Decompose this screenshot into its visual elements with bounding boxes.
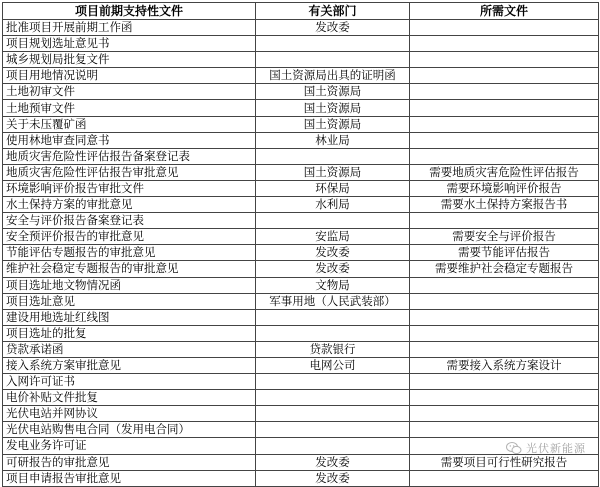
department-cell <box>256 438 410 454</box>
required-file-cell <box>410 68 599 84</box>
table-row <box>3 36 599 52</box>
department-cell: 国土资源局 <box>256 116 410 132</box>
required-file-cell <box>410 325 599 341</box>
header-support-documents: 项目前期支持性文件 <box>3 3 256 20</box>
document-name-cell: 项目选址意见 <box>3 293 256 309</box>
required-file-cell <box>410 374 599 390</box>
document-name-cell: 使用林地审查同意书 <box>3 132 256 148</box>
table-row <box>3 100 599 116</box>
table-row <box>3 374 599 390</box>
document-name-cell: 发电业务许可证 <box>3 438 256 454</box>
required-file-cell: 需要水土保持方案报告书 <box>410 197 599 213</box>
table-row <box>3 390 599 406</box>
table-row <box>3 132 599 148</box>
department-cell: 国土资源局 <box>256 84 410 100</box>
table-row <box>3 277 599 293</box>
document-name-cell: 项目申请报告审批意见 <box>3 470 256 486</box>
department-cell: 发改委 <box>256 20 410 36</box>
department-cell: 文物局 <box>256 277 410 293</box>
department-cell: 环保局 <box>256 180 410 196</box>
table-row <box>3 84 599 100</box>
document-name-cell: 节能评估专题报告的审批意见 <box>3 245 256 261</box>
department-cell <box>256 406 410 422</box>
table-row <box>3 261 599 277</box>
table-row <box>3 406 599 422</box>
table-row <box>3 20 599 36</box>
required-file-cell <box>410 84 599 100</box>
required-file-cell <box>410 116 599 132</box>
document-name-cell: 项目选址的批复 <box>3 325 256 341</box>
required-file-cell <box>410 132 599 148</box>
table-body <box>3 20 599 487</box>
required-file-cell <box>410 52 599 68</box>
table-row <box>3 422 599 438</box>
required-file-cell: 需要节能评估报告 <box>410 245 599 261</box>
required-file-cell <box>410 406 599 422</box>
document-name-cell: 建设用地选址红线图 <box>3 309 256 325</box>
document-name-cell: 项目用地情况说明 <box>3 68 256 84</box>
table-row <box>3 357 599 373</box>
department-cell: 发改委 <box>256 261 410 277</box>
department-cell: 林业局 <box>256 132 410 148</box>
document-name-cell: 光伏电站购售电合同（发用电合同） <box>3 422 256 438</box>
table-row <box>3 197 599 213</box>
department-cell: 国土资源局 <box>256 100 410 116</box>
document-name-cell: 维护社会稳定专题报告的审批意见 <box>3 261 256 277</box>
required-file-cell <box>410 148 599 164</box>
required-file-cell <box>410 213 599 229</box>
table-row <box>3 180 599 196</box>
table-row <box>3 454 599 470</box>
table-row <box>3 245 599 261</box>
document-name-cell: 电价补贴文件批复 <box>3 390 256 406</box>
document-name-cell: 安全与评价报告备案登记表 <box>3 213 256 229</box>
required-file-cell: 需要地质灾害危险性评估报告 <box>410 164 599 180</box>
table-row <box>3 325 599 341</box>
document-name-cell: 城乡规划局批复文件 <box>3 52 256 68</box>
document-name-cell: 可研报告的审批意见 <box>3 454 256 470</box>
required-file-cell <box>410 20 599 36</box>
document-name-cell: 项目规划选址意见书 <box>3 36 256 52</box>
table-row <box>3 164 599 180</box>
document-name-cell: 批准项目开展前期工作函 <box>3 20 256 36</box>
required-file-cell <box>410 390 599 406</box>
department-cell: 发改委 <box>256 245 410 261</box>
department-cell <box>256 52 410 68</box>
department-cell <box>256 213 410 229</box>
required-file-cell <box>410 36 599 52</box>
required-file-cell: 需要接入系统方案设计 <box>410 357 599 373</box>
header-required-files: 所需文件 <box>410 3 599 20</box>
required-file-cell <box>410 422 599 438</box>
table-row <box>3 229 599 245</box>
required-file-cell: 需要项目可行性研究报告 <box>410 454 599 470</box>
table-row <box>3 309 599 325</box>
department-cell <box>256 148 410 164</box>
table-row <box>3 213 599 229</box>
table-row <box>3 148 599 164</box>
department-cell <box>256 422 410 438</box>
department-cell: 水利局 <box>256 197 410 213</box>
department-cell: 电网公司 <box>256 357 410 373</box>
required-file-cell: 需要安全与评价报告 <box>410 229 599 245</box>
department-cell: 发改委 <box>256 454 410 470</box>
required-file-cell <box>410 100 599 116</box>
department-cell <box>256 325 410 341</box>
document-name-cell: 水土保持方案的审批意见 <box>3 197 256 213</box>
document-name-cell: 土地预审文件 <box>3 100 256 116</box>
department-cell <box>256 36 410 52</box>
department-cell <box>256 309 410 325</box>
header-departments: 有关部门 <box>256 3 410 20</box>
department-cell: 军事用地（人民武装部） <box>256 293 410 309</box>
required-file-cell <box>410 277 599 293</box>
department-cell: 国土资源局 <box>256 164 410 180</box>
document-name-cell: 光伏电站并网协议 <box>3 406 256 422</box>
document-name-cell: 项目选址地文物情况函 <box>3 277 256 293</box>
document-name-cell: 地质灾害危险性评估报告审批意见 <box>3 164 256 180</box>
department-cell <box>256 390 410 406</box>
document-name-cell: 入网许可证书 <box>3 374 256 390</box>
department-cell: 发改委 <box>256 470 410 486</box>
document-name-cell: 贷款承诺函 <box>3 341 256 357</box>
support-documents-table <box>2 2 599 487</box>
document-name-cell: 土地初审文件 <box>3 84 256 100</box>
table-row <box>3 52 599 68</box>
required-file-cell <box>410 341 599 357</box>
required-file-cell: 需要维护社会稳定专题报告 <box>410 261 599 277</box>
wechat-logo-icon <box>506 440 522 456</box>
department-cell: 贷款银行 <box>256 341 410 357</box>
department-cell: 国土资源局出具的证明函 <box>256 68 410 84</box>
required-file-cell <box>410 309 599 325</box>
table-row <box>3 116 599 132</box>
watermark-text: 光伏新能源 <box>526 442 586 455</box>
document-name-cell: 接入系统方案审批意见 <box>3 357 256 373</box>
required-file-cell <box>410 293 599 309</box>
table-row <box>3 341 599 357</box>
department-cell: 安监局 <box>256 229 410 245</box>
document-name-cell: 地质灾害危险性评估报告备案登记表 <box>3 148 256 164</box>
table-header-row <box>3 3 599 20</box>
department-cell <box>256 374 410 390</box>
table-row <box>3 293 599 309</box>
document-name-cell: 安全预评价报告的审批意见 <box>3 229 256 245</box>
document-name-cell: 关于未压覆矿函 <box>3 116 256 132</box>
watermark <box>506 440 586 456</box>
document-name-cell: 环境影响评价报告审批文件 <box>3 180 256 196</box>
required-file-cell: 需要环境影响评价报告 <box>410 180 599 196</box>
table-row <box>3 68 599 84</box>
